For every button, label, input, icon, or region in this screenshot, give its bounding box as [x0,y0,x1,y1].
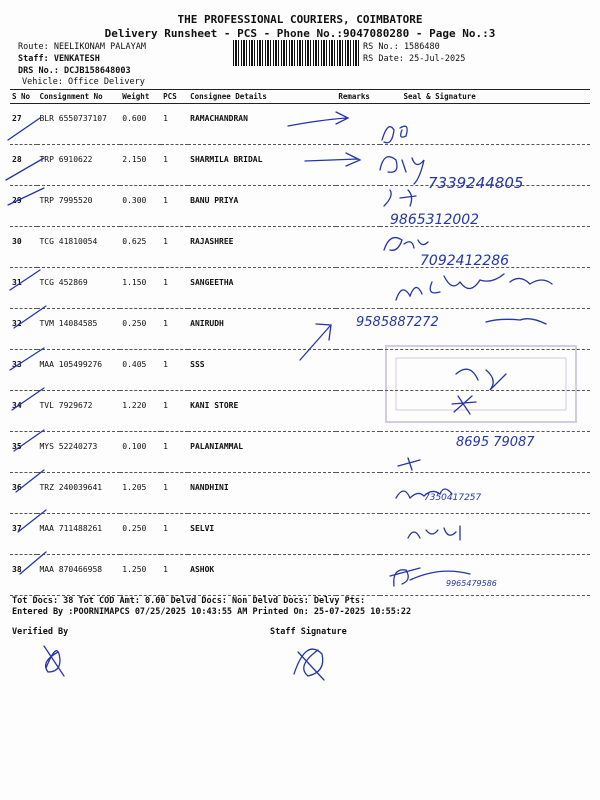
row-pcs: 1 [161,350,188,391]
row-consignment: TCG 41810054 [37,227,120,268]
row-weight: 0.625 [120,227,161,268]
row-consignment: TRZ 240039641 [37,473,120,514]
row-pcs: 1 [161,227,188,268]
row-sno: 31 [10,268,37,309]
col-header: Seal & Signature [380,90,590,104]
row-consignee: KANI STORE [188,391,336,432]
row-sno: 29 [10,186,37,227]
entered-by-line: Entered By :POORNIMAPCS 07/25/2025 10:43:55 AM Printed On: 25-07-2025 10:55:22 [12,607,412,617]
row-pcs: 1 [161,473,188,514]
totals-line: Tot Docs: 38 Tot COD Amt: 0.00 Delvd Docs: Non Delvd Docs: Delvy Pts: [12,596,366,606]
row-consignment: TRP 7995520 [37,186,120,227]
row-consignment: TVM 14084585 [37,309,120,350]
row-consignee: SELVI [188,514,336,555]
row-pcs: 1 [161,145,188,186]
row-sno: 36 [10,473,37,514]
rs-date: RS Date: 25-Jul-2025 [363,54,466,64]
row-sno: 30 [10,227,37,268]
row-weight: 1.220 [120,391,161,432]
row-consignment: MAA 105499276 [37,350,120,391]
handwritten-phone-30: 7092412286 [420,253,510,269]
row-consignment: TCG 452869 [37,268,120,309]
row-consignee: ASHOK [188,555,336,596]
verified-by-label: Verified By [12,627,69,637]
col-header: Consignee Details [188,90,336,104]
row-consignee: SHARMILA BRIDAL [188,145,336,186]
row-weight: 0.250 [120,309,161,350]
staff-signature-label: Staff Signature [270,627,347,637]
row-sno: 35 [10,432,37,473]
row-sno: 33 [10,350,37,391]
row-sno: 27 [10,104,37,145]
row-consignee: SANGEETHA [188,268,336,309]
col-header: Weight [120,90,161,104]
row-consignee: PALANIAMMAL [188,432,336,473]
row-consignee: NANDHINI [188,473,336,514]
row-pcs: 1 [161,555,188,596]
row-sno: 32 [10,309,37,350]
seal-stamp [382,332,582,432]
row-weight: 0.600 [120,104,161,145]
row-weight: 0.405 [120,350,161,391]
handwritten-phone-36: 7350417257 [424,493,482,503]
row-weight: 0.100 [120,432,161,473]
col-header: Remarks [336,90,379,104]
row-pcs: 1 [161,432,188,473]
row-weight: 1.205 [120,473,161,514]
company-title: THE PROFESSIONAL COURIERS, COIMBATORE [177,13,423,26]
runsheet-subtitle: Delivery Runsheet - PCS - Phone No.:9047080280 - Page No.:3 [104,27,496,40]
row-consignee: ANIRUDH [188,309,336,350]
row-weight: 0.300 [120,186,161,227]
row-consignment: MAA 870466958 [37,555,120,596]
row-consignee: RAMACHANDRAN [188,104,336,145]
handwritten-phone-28: 7339244805 [428,174,524,192]
row-pcs: 1 [161,268,188,309]
col-header: S No [10,90,37,104]
rs-number: RS No.: 1586480 [363,42,440,52]
row-weight: 1.150 [120,268,161,309]
row-pcs: 1 [161,309,188,350]
drs-number: DRS No.: DCJB158648003 [18,66,131,76]
row-weight: 0.250 [120,514,161,555]
row-pcs: 1 [161,514,188,555]
handwritten-phone-35: 8695 79087 [456,435,535,450]
vehicle-label: Vehicle: Office Delivery [22,77,145,87]
row-consignee: BANU PRIYA [188,186,336,227]
route-label: Route: NEELIKONAM PALAYAM [18,42,146,52]
col-header: PCS [161,90,188,104]
handwritten-phone-38: 9965479586 [446,579,497,588]
row-consignment: BLR 6550737107 [37,104,120,145]
row-consignee: RAJASHREE [188,227,336,268]
row-sno: 28 [10,145,37,186]
row-pcs: 1 [161,186,188,227]
row-consignee: SSS [188,350,336,391]
col-header: Consignment No [37,90,120,104]
row-consignment: MAA 711488261 [37,514,120,555]
staff-label: Staff: VENKATESH [18,54,100,64]
handwritten-phone-29: 9865312002 [390,212,480,228]
row-sno: 37 [10,514,37,555]
row-weight: 1.250 [120,555,161,596]
row-consignment: TVL 7929672 [37,391,120,432]
handwritten-phone-32: 9585887272 [356,315,439,330]
row-pcs: 1 [161,104,188,145]
row-consignment: TRP 6910622 [37,145,120,186]
row-consignment: MYS 52240273 [37,432,120,473]
row-sno: 38 [10,555,37,596]
row-sno: 34 [10,391,37,432]
row-weight: 2.150 [120,145,161,186]
row-pcs: 1 [161,391,188,432]
